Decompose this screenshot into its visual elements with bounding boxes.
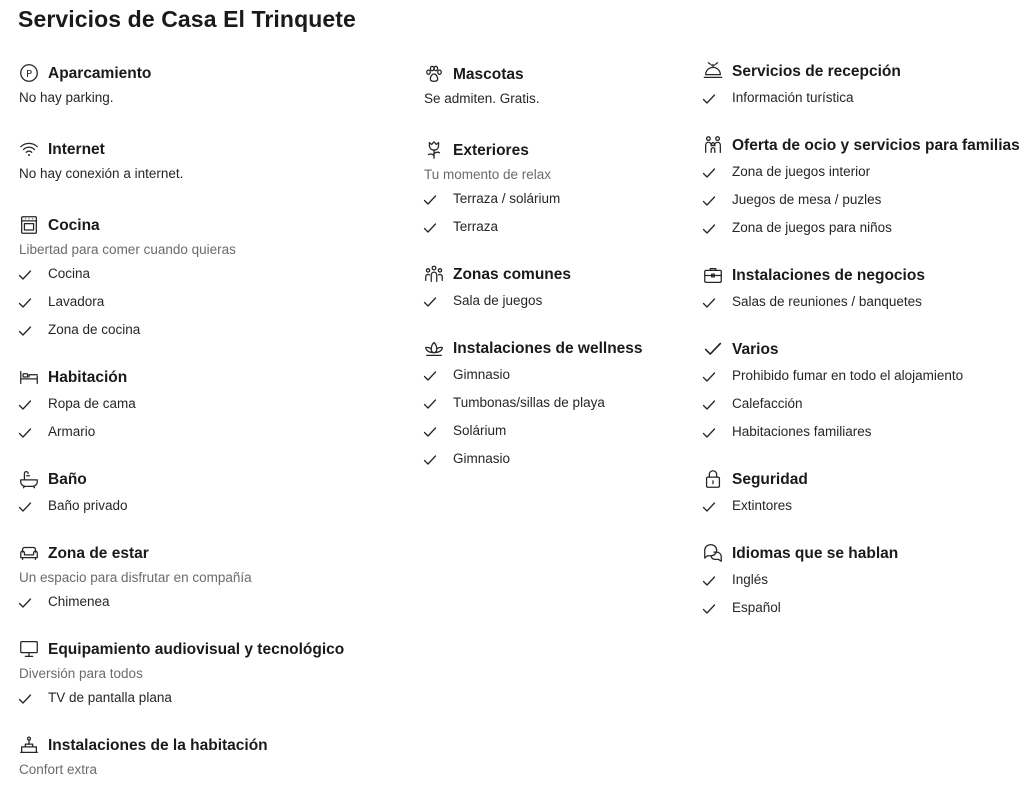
speech-bubbles-icon <box>702 542 724 564</box>
flower-icon <box>423 139 445 161</box>
lotus-icon <box>423 337 445 359</box>
reception-bell-icon <box>702 60 724 82</box>
checkmark-icon <box>423 295 437 309</box>
section-title: Internet <box>48 141 105 158</box>
parking-icon <box>18 62 40 84</box>
facility-item-label: Solárium <box>453 423 507 438</box>
section-title: Instalaciones de la habitación <box>48 737 268 754</box>
oven-icon <box>18 214 40 236</box>
section-title: Zonas comunes <box>453 266 571 283</box>
checkmark-icon <box>18 296 32 310</box>
facility-item-label: Gimnasio <box>453 451 511 466</box>
facility-item-label: Juegos de mesa / puzles <box>732 192 882 207</box>
page-title: Servicios de Casa El Trinquete <box>18 6 356 32</box>
svg-text:P: P <box>25 68 33 80</box>
facility-item-label: Información turística <box>732 90 854 105</box>
facility-item-label: Armario <box>48 424 96 439</box>
section-title: Exteriores <box>453 142 529 159</box>
facility-item-label: Habitaciones familiares <box>732 424 872 439</box>
checkmark-icon <box>423 397 437 411</box>
section-title: Varios <box>732 341 779 358</box>
checkmark-icon <box>702 296 716 310</box>
facility-item-label: Cocina <box>48 266 91 281</box>
facility-item-label: Lavadora <box>48 294 105 309</box>
facility-item-label: Zona de juegos para niños <box>732 220 892 235</box>
section-subtitle: Confort extra <box>19 762 98 777</box>
checkmark-icon <box>423 221 437 235</box>
checkmark-icon <box>702 574 716 588</box>
facility-item-label: Español <box>732 600 781 615</box>
section-subtitle: Diversión para todos <box>19 666 143 681</box>
section-text: No hay parking. <box>19 90 114 105</box>
sofa-icon <box>18 542 40 564</box>
checkmark-icon <box>702 194 716 208</box>
checkmark-icon <box>18 500 32 514</box>
section-title: Instalaciones de negocios <box>732 267 925 284</box>
checkmark-icon <box>18 268 32 282</box>
lock-icon <box>702 468 724 490</box>
facility-item-label: Tumbonas/sillas de playa <box>453 395 605 410</box>
facility-item-label: Prohibido fumar en todo el alojamiento <box>732 368 964 383</box>
checkmark-icon <box>702 166 716 180</box>
facility-item-label: Inglés <box>732 572 769 587</box>
checkmark-icon <box>18 324 32 338</box>
checkmark-icon <box>702 222 716 236</box>
check-icon <box>702 338 724 360</box>
section-text: Se admiten. Gratis. <box>424 91 540 106</box>
facility-item-label: Terraza / solárium <box>453 191 561 206</box>
checkmark-icon <box>18 426 32 440</box>
room-bell-icon <box>18 734 40 756</box>
section-title: Habitación <box>48 369 128 386</box>
section-text: No hay conexión a internet. <box>19 166 184 181</box>
checkmark-icon <box>423 453 437 467</box>
facility-item-label: Chimenea <box>48 594 110 609</box>
section-title: Oferta de ocio y servicios para familias <box>732 137 1020 154</box>
section-title: Instalaciones de wellness <box>453 340 643 357</box>
monitor-icon <box>18 638 40 660</box>
checkmark-icon <box>702 398 716 412</box>
facility-item-label: Extintores <box>732 498 793 513</box>
facility-item-label: Zona de cocina <box>48 322 141 337</box>
checkmark-icon <box>702 426 716 440</box>
section-title: Baño <box>48 471 87 488</box>
section-title: Aparcamiento <box>48 65 152 82</box>
section-title: Servicios de recepción <box>732 63 901 80</box>
facility-item-label: Sala de juegos <box>453 293 543 308</box>
briefcase-icon <box>702 264 724 286</box>
checkmark-icon <box>423 369 437 383</box>
people-group-icon <box>423 263 445 285</box>
checkmark-icon <box>702 92 716 106</box>
checkmark-icon <box>18 398 32 412</box>
facility-item-label: Zona de juegos interior <box>732 164 871 179</box>
bathtub-icon <box>18 468 40 490</box>
section-subtitle: Un espacio para disfrutar en compañía <box>19 570 252 585</box>
facility-item-label: Ropa de cama <box>48 396 136 411</box>
checkmark-icon <box>18 692 32 706</box>
bed-icon <box>18 366 40 388</box>
wifi-icon <box>18 138 40 160</box>
section-title: Idiomas que se hablan <box>732 545 899 562</box>
checkmark-icon <box>702 370 716 384</box>
checkmark-icon <box>18 596 32 610</box>
facility-item-label: Salas de reuniones / banquetes <box>732 294 922 309</box>
checkmark-icon <box>702 500 716 514</box>
facility-item-label: TV de pantalla plana <box>48 690 172 705</box>
section-title: Mascotas <box>453 66 524 83</box>
section-title: Equipamiento audiovisual y tecnológico <box>48 641 345 658</box>
family-icon <box>702 134 724 156</box>
section-title: Seguridad <box>732 471 808 488</box>
facility-item-label: Terraza <box>453 219 499 234</box>
section-title: Zona de estar <box>48 545 149 562</box>
section-subtitle: Libertad para comer cuando quieras <box>19 242 236 257</box>
facility-item-label: Calefacción <box>732 396 803 411</box>
checkmark-icon <box>702 602 716 616</box>
facility-item-label: Baño privado <box>48 498 128 513</box>
paw-icon <box>423 63 445 85</box>
checkmark-icon <box>423 193 437 207</box>
facility-item-label: Gimnasio <box>453 367 511 382</box>
section-title: Cocina <box>48 217 100 234</box>
section-subtitle: Tu momento de relax <box>424 167 552 182</box>
checkmark-icon <box>423 425 437 439</box>
